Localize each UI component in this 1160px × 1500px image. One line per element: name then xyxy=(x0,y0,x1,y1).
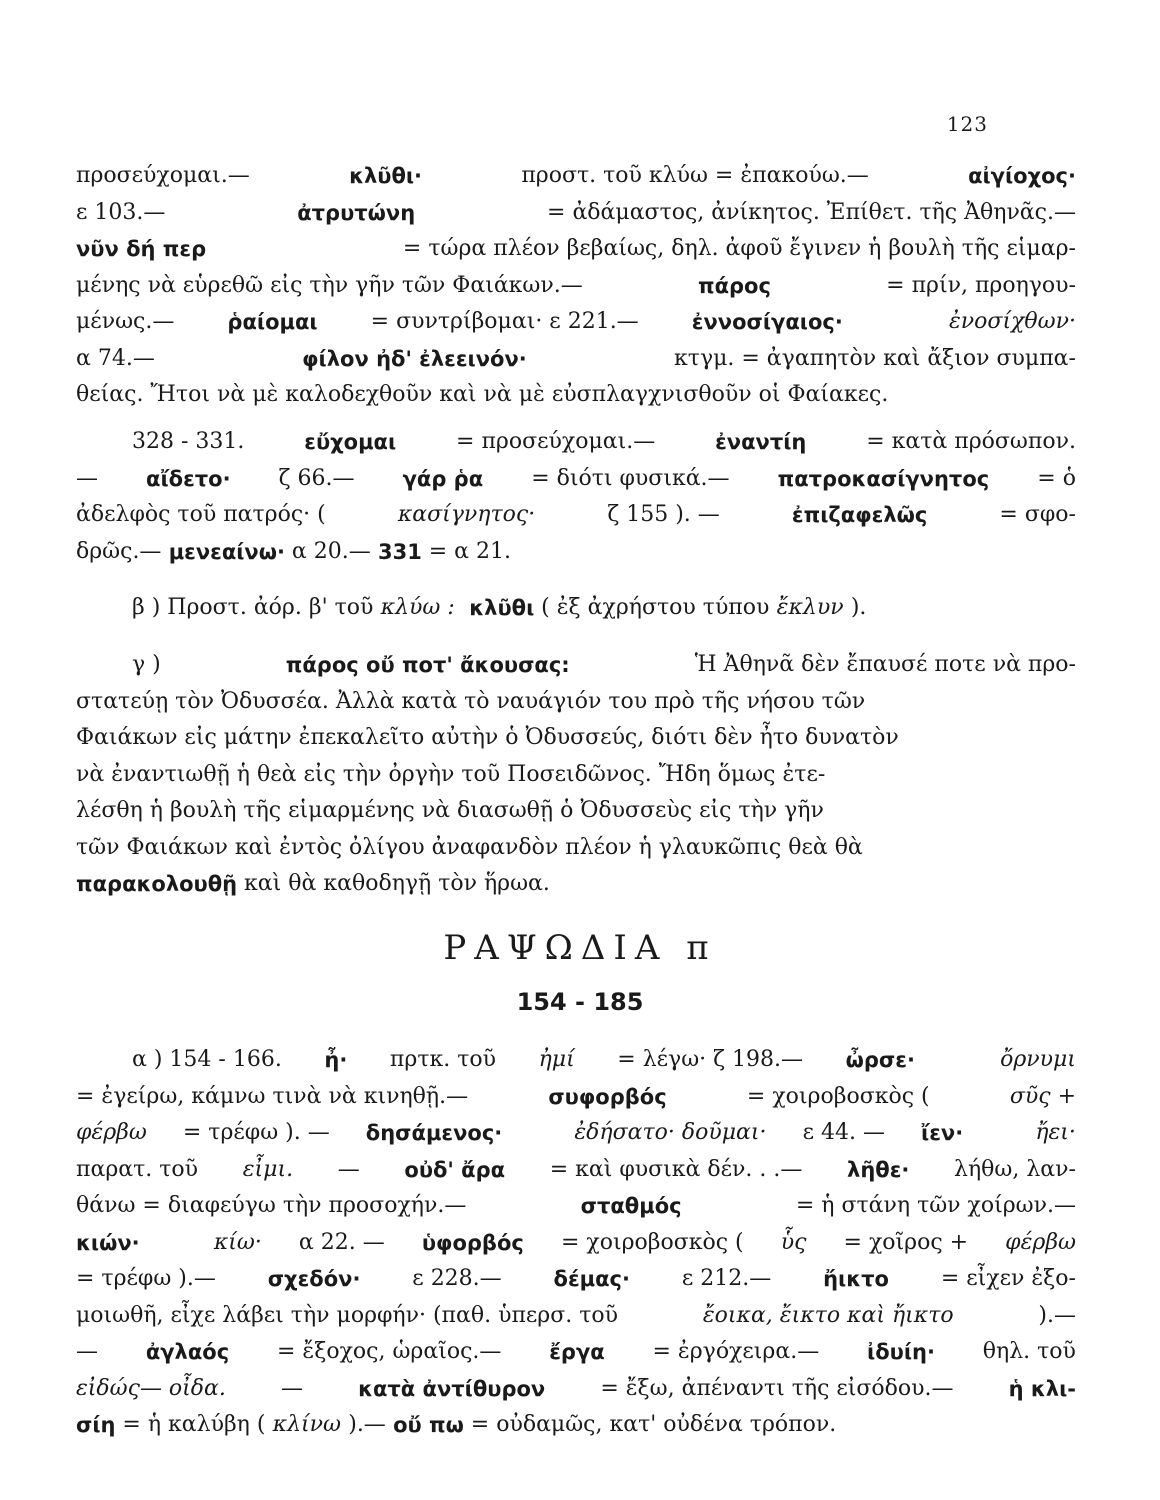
bold-term: ἀτρυτώνη xyxy=(297,200,416,225)
text-run: λέσθη ἡ βουλὴ τῆς εἱμαρμένης νὰ διασωθῇ ὁ Ὀδυσσεὺς εἰς τὴν γῆν xyxy=(76,798,824,823)
bold-term: ἰδυίη· xyxy=(867,1340,935,1364)
text-run: = τώρα πλέον βεβαίως, δηλ. ἀφοῦ ἔγινεν ἡ βουλὴ τῆς εἱμαρ- xyxy=(402,236,1076,261)
bold-term: αἴδετο· xyxy=(146,466,231,491)
bold-term: κλῦθι· xyxy=(349,164,423,188)
bold-term: σίη xyxy=(76,1413,116,1437)
bold-term: 331 xyxy=(377,539,422,564)
commentary-section-4 xyxy=(76,647,1076,903)
text-run: = οὐδαμῶς, κατ' οὐδένα τρόπον. xyxy=(470,1412,837,1437)
text-run: = συντρίβομαι· ε 221.— xyxy=(370,309,639,334)
bold-term: λῆθε· xyxy=(847,1157,910,1182)
text-run: 328 - 331. xyxy=(132,429,245,454)
italic-term: ἐνοσίχθων· xyxy=(949,309,1076,334)
bold-term: αἰγίοχος· xyxy=(968,164,1076,188)
text-run: ).— xyxy=(348,1412,386,1437)
text-line xyxy=(76,590,1076,627)
bold-term: δησάμενος· xyxy=(365,1121,503,1145)
text-line xyxy=(76,1079,1076,1116)
text-line xyxy=(76,1334,1076,1371)
text-line xyxy=(76,1188,1076,1225)
text-line xyxy=(76,497,1076,534)
text-run: β ) Προστ. ἀόρ. β' τοῦ xyxy=(132,595,374,620)
italic-term: κασίγνητος· xyxy=(397,502,536,527)
italic-term: κλύω : xyxy=(380,595,455,620)
text-run: = λέγω· ζ 198.— xyxy=(617,1047,804,1072)
bold-term: πάρος xyxy=(697,273,771,298)
italic-term: ἤει· xyxy=(1035,1120,1076,1145)
text-run: ε 228.— xyxy=(412,1266,502,1291)
bold-term: πάρος οὔ ποτ' ἄκουσας: xyxy=(285,653,570,677)
text-line xyxy=(76,1042,1076,1079)
text-run: — xyxy=(337,1156,360,1182)
text-run: = α 21. xyxy=(428,538,512,564)
text-run: = ἡ στάνη τῶν χοίρων.— xyxy=(795,1193,1076,1218)
text-run: = σφο- xyxy=(999,502,1076,527)
bold-term: συφορβός xyxy=(548,1084,667,1109)
text-run: ).— xyxy=(1038,1302,1076,1328)
text-run: ( ἐξ ἀχρήστου τύπου xyxy=(541,595,770,620)
text-run: α 22. — xyxy=(298,1229,385,1255)
commentary-section-5 xyxy=(76,1042,1076,1444)
bold-term: ἡ κλι- xyxy=(1008,1376,1076,1401)
bold-term: ἐναντίη xyxy=(715,430,807,454)
text-line xyxy=(76,231,1076,268)
bold-term: ἦ· xyxy=(324,1048,348,1072)
text-run: = χοῖρος + xyxy=(843,1229,969,1255)
text-line xyxy=(76,1115,1076,1152)
italic-term: ὄρνυμι xyxy=(1000,1047,1076,1072)
text-run: στατεύῃ τὸν Ὀδυσσέα. Ἀλλὰ κατὰ τὸ ναυάγιόν του πρὸ τῆς νήσου τῶν xyxy=(76,688,866,714)
text-run: — xyxy=(280,1375,303,1401)
text-run: = καὶ φυσικὰ δέν. . .— xyxy=(549,1156,803,1182)
bold-term: δέμας· xyxy=(553,1267,630,1291)
italic-term: εἰδώς— οἶδα. xyxy=(76,1375,226,1401)
bold-term: παρακολουθῇ xyxy=(76,872,238,896)
text-line xyxy=(76,461,1076,498)
text-run: = κατὰ πρόσωπον. xyxy=(866,429,1076,454)
italic-term: εἶμι. xyxy=(242,1156,294,1182)
italic-term: σῦς + xyxy=(1009,1083,1076,1109)
italic-term: ἠμί xyxy=(538,1047,575,1072)
text-run: α ) 154 - 166. xyxy=(132,1047,282,1072)
text-line xyxy=(76,647,1076,684)
text-line xyxy=(76,830,1076,867)
text-run: = χοιροβοσκὸς ( xyxy=(560,1229,744,1255)
text-run: = διότι φυσικά.— xyxy=(531,465,730,491)
chapter-range: 154 - 185 xyxy=(516,988,644,1016)
text-run: = τρέφω ).— xyxy=(76,1266,216,1291)
text-run: μένης νὰ εὑρεθῶ εἰς τὴν γῆν τῶν Φαιάκων.— xyxy=(76,272,583,298)
text-run: ε 103.— xyxy=(76,199,166,225)
bold-term: ἐννοσίγαιος· xyxy=(691,310,843,334)
bold-term: κατὰ ἀντίθυρον xyxy=(358,1376,546,1401)
text-line xyxy=(76,1407,1076,1444)
text-line xyxy=(76,424,1076,461)
text-run: παρατ. τοῦ xyxy=(76,1156,199,1182)
text-run: = ὁ xyxy=(1037,465,1076,491)
text-run: α 74.— xyxy=(76,345,155,371)
bold-term: κλῦθι xyxy=(469,596,535,620)
italic-term: κίω· xyxy=(213,1229,262,1255)
bold-term: μενεαίνω· xyxy=(168,539,285,564)
text-run: δρῶς.— xyxy=(76,538,162,564)
text-line xyxy=(76,1371,1076,1408)
text-run: ε 44. — xyxy=(802,1120,885,1145)
text-line xyxy=(76,866,1076,903)
bold-term: σχεδόν· xyxy=(267,1267,361,1291)
bold-term: φίλον ἠδ' ἐλεεινόν· xyxy=(302,346,527,371)
chapter-title: ΡΑΨΩΔΙΑ π xyxy=(443,928,717,968)
bold-term: νῦν δή περ xyxy=(76,237,207,261)
text-run: ζ 155 ). — xyxy=(607,502,720,527)
bold-term: πατροκασίγνητος xyxy=(777,466,990,491)
text-line xyxy=(76,377,1076,414)
text-run: α 20.— xyxy=(291,538,371,564)
text-run: κτγμ. = ἀγαπητὸν καὶ ἄξιον συμπα- xyxy=(674,345,1076,371)
bold-term: οὔ πω xyxy=(393,1413,464,1437)
bold-term: οὐδ' ἄρα xyxy=(404,1157,506,1182)
text-run: — xyxy=(76,465,98,491)
italic-term: κλίνω xyxy=(272,1412,341,1437)
text-run: = τρέφω ). — xyxy=(182,1120,330,1145)
text-line xyxy=(76,757,1076,794)
text-run: πρτκ. τοῦ xyxy=(389,1047,497,1072)
bold-term: εὔχομαι xyxy=(304,430,397,454)
text-line xyxy=(76,793,1076,830)
page-number: 123 xyxy=(946,112,988,136)
text-line xyxy=(76,195,1076,232)
text-run: γ ) xyxy=(132,652,161,677)
text-line xyxy=(76,1261,1076,1298)
text-run: = ἀδάμαστος, ἀνίκητος. Ἐπίθετ. τῆς Ἀθηνᾶς.— xyxy=(547,199,1076,225)
text-run: λήθω, λαν- xyxy=(954,1156,1076,1182)
text-line xyxy=(76,341,1076,378)
bold-term: ὦρσε· xyxy=(845,1048,915,1072)
italic-term: φέρβω xyxy=(1005,1229,1076,1255)
text-line xyxy=(76,1152,1076,1189)
bold-term: ἴεν· xyxy=(921,1121,964,1145)
text-run: τῶν Φαιάκων καὶ ἐντὸς ὀλίγου ἀναφανδὸν πλέον ἡ γλαυκῶπις θεὰ θὰ xyxy=(76,834,863,860)
text-run: ζ 66.— xyxy=(278,465,355,491)
text-run: = πρίν, προηγου- xyxy=(886,272,1076,298)
text-run: = ἔξοχος, ὡραῖος.— xyxy=(276,1339,502,1364)
text-run: προστ. τοῦ κλύω = ἐπακούω.— xyxy=(521,163,869,188)
bold-term: ἀγλαός xyxy=(145,1340,230,1364)
bold-term: ὑφορβός xyxy=(421,1230,524,1255)
text-run: ε 212.— xyxy=(681,1266,772,1291)
italic-term: φέρβω xyxy=(76,1120,147,1145)
bold-term: σταθμός xyxy=(580,1194,682,1218)
text-run: = ἐγείρω, κάμνω τινὰ νὰ κινηθῇ.— xyxy=(76,1083,469,1109)
text-run: = χοιροβοσκὸς ( xyxy=(746,1083,930,1109)
text-line xyxy=(76,684,1076,721)
bold-term: ἔργα xyxy=(549,1340,605,1364)
bold-term: ῥαίομαι xyxy=(227,310,318,334)
italic-term: ὗς xyxy=(780,1229,807,1255)
bold-term: γάρ ῥα xyxy=(402,466,484,491)
bold-term: ἤικτο xyxy=(823,1267,889,1291)
text-line xyxy=(76,720,1076,757)
text-run: μένως.— xyxy=(76,309,175,334)
text-line xyxy=(76,534,1076,571)
text-line xyxy=(76,304,1076,341)
commentary-section-2 xyxy=(76,424,1076,570)
text-line xyxy=(76,158,1076,195)
text-line xyxy=(76,1298,1076,1335)
text-run: Φαιάκων εἰς μάτην ἐπεκαλεῖτο αὐτὴν ὁ Ὀδυσσεύς, διότι δὲν ἦτο δυνατὸν xyxy=(76,725,899,750)
commentary-section-1 xyxy=(76,158,1076,414)
text-run: Ἡ Ἀθηνᾶ δὲν ἔπαυσέ ποτε νὰ προ- xyxy=(694,652,1076,677)
commentary-section-3 xyxy=(76,590,1076,627)
italic-term: ἔοικα, ἔικτο καὶ ἤικτο xyxy=(702,1302,954,1328)
text-run: μοιωθῆ, εἶχε λάβει τὴν μορφήν· (παθ. ὑπερσ. τοῦ xyxy=(76,1302,619,1328)
text-run: = ἡ καλύβη ( xyxy=(122,1412,266,1437)
italic-term: ἔκλυν xyxy=(776,595,844,620)
text-run: θάνω = διαφεύγω τὴν προσοχήν.— xyxy=(76,1193,467,1218)
text-run: = ἔξω, ἀπέναντι τῆς εἰσόδου.— xyxy=(600,1375,954,1401)
text-run: προσεύχομαι.— xyxy=(76,163,250,188)
text-line xyxy=(76,1225,1076,1262)
text-run: ἀδελφὸς τοῦ πατρός· ( xyxy=(76,502,326,527)
text-line xyxy=(76,268,1076,305)
text-run: καὶ θὰ καθοδηγῇ τὸν ἥρωα. xyxy=(244,871,550,896)
italic-term: ἐδήσατο· δοῦμαι· xyxy=(574,1120,767,1145)
text-run: — xyxy=(76,1339,98,1364)
text-run: = ἐργόχειρα.— xyxy=(652,1339,820,1364)
text-run: = προσεύχομαι.— xyxy=(456,429,656,454)
bold-term: κιών· xyxy=(76,1230,140,1255)
text-run: νὰ ἐναντιωθῇ ἡ θεὰ εἰς τὴν ὀργὴν τοῦ Ποσειδῶνος. Ἤδη ὅμως ἐτε- xyxy=(76,761,826,787)
text-run: θηλ. τοῦ xyxy=(982,1339,1076,1364)
text-run: ). xyxy=(850,595,867,620)
text-run: θείας. Ἤτοι νὰ μὲ καλοδεχθοῦν καὶ νὰ μὲ εὐσπλαγχνισθοῦν οἱ Φαίακες. xyxy=(76,382,889,407)
text-run: = εἶχεν ἐξο- xyxy=(940,1266,1076,1291)
bold-term: ἐπιζαφελῶς xyxy=(791,503,928,527)
